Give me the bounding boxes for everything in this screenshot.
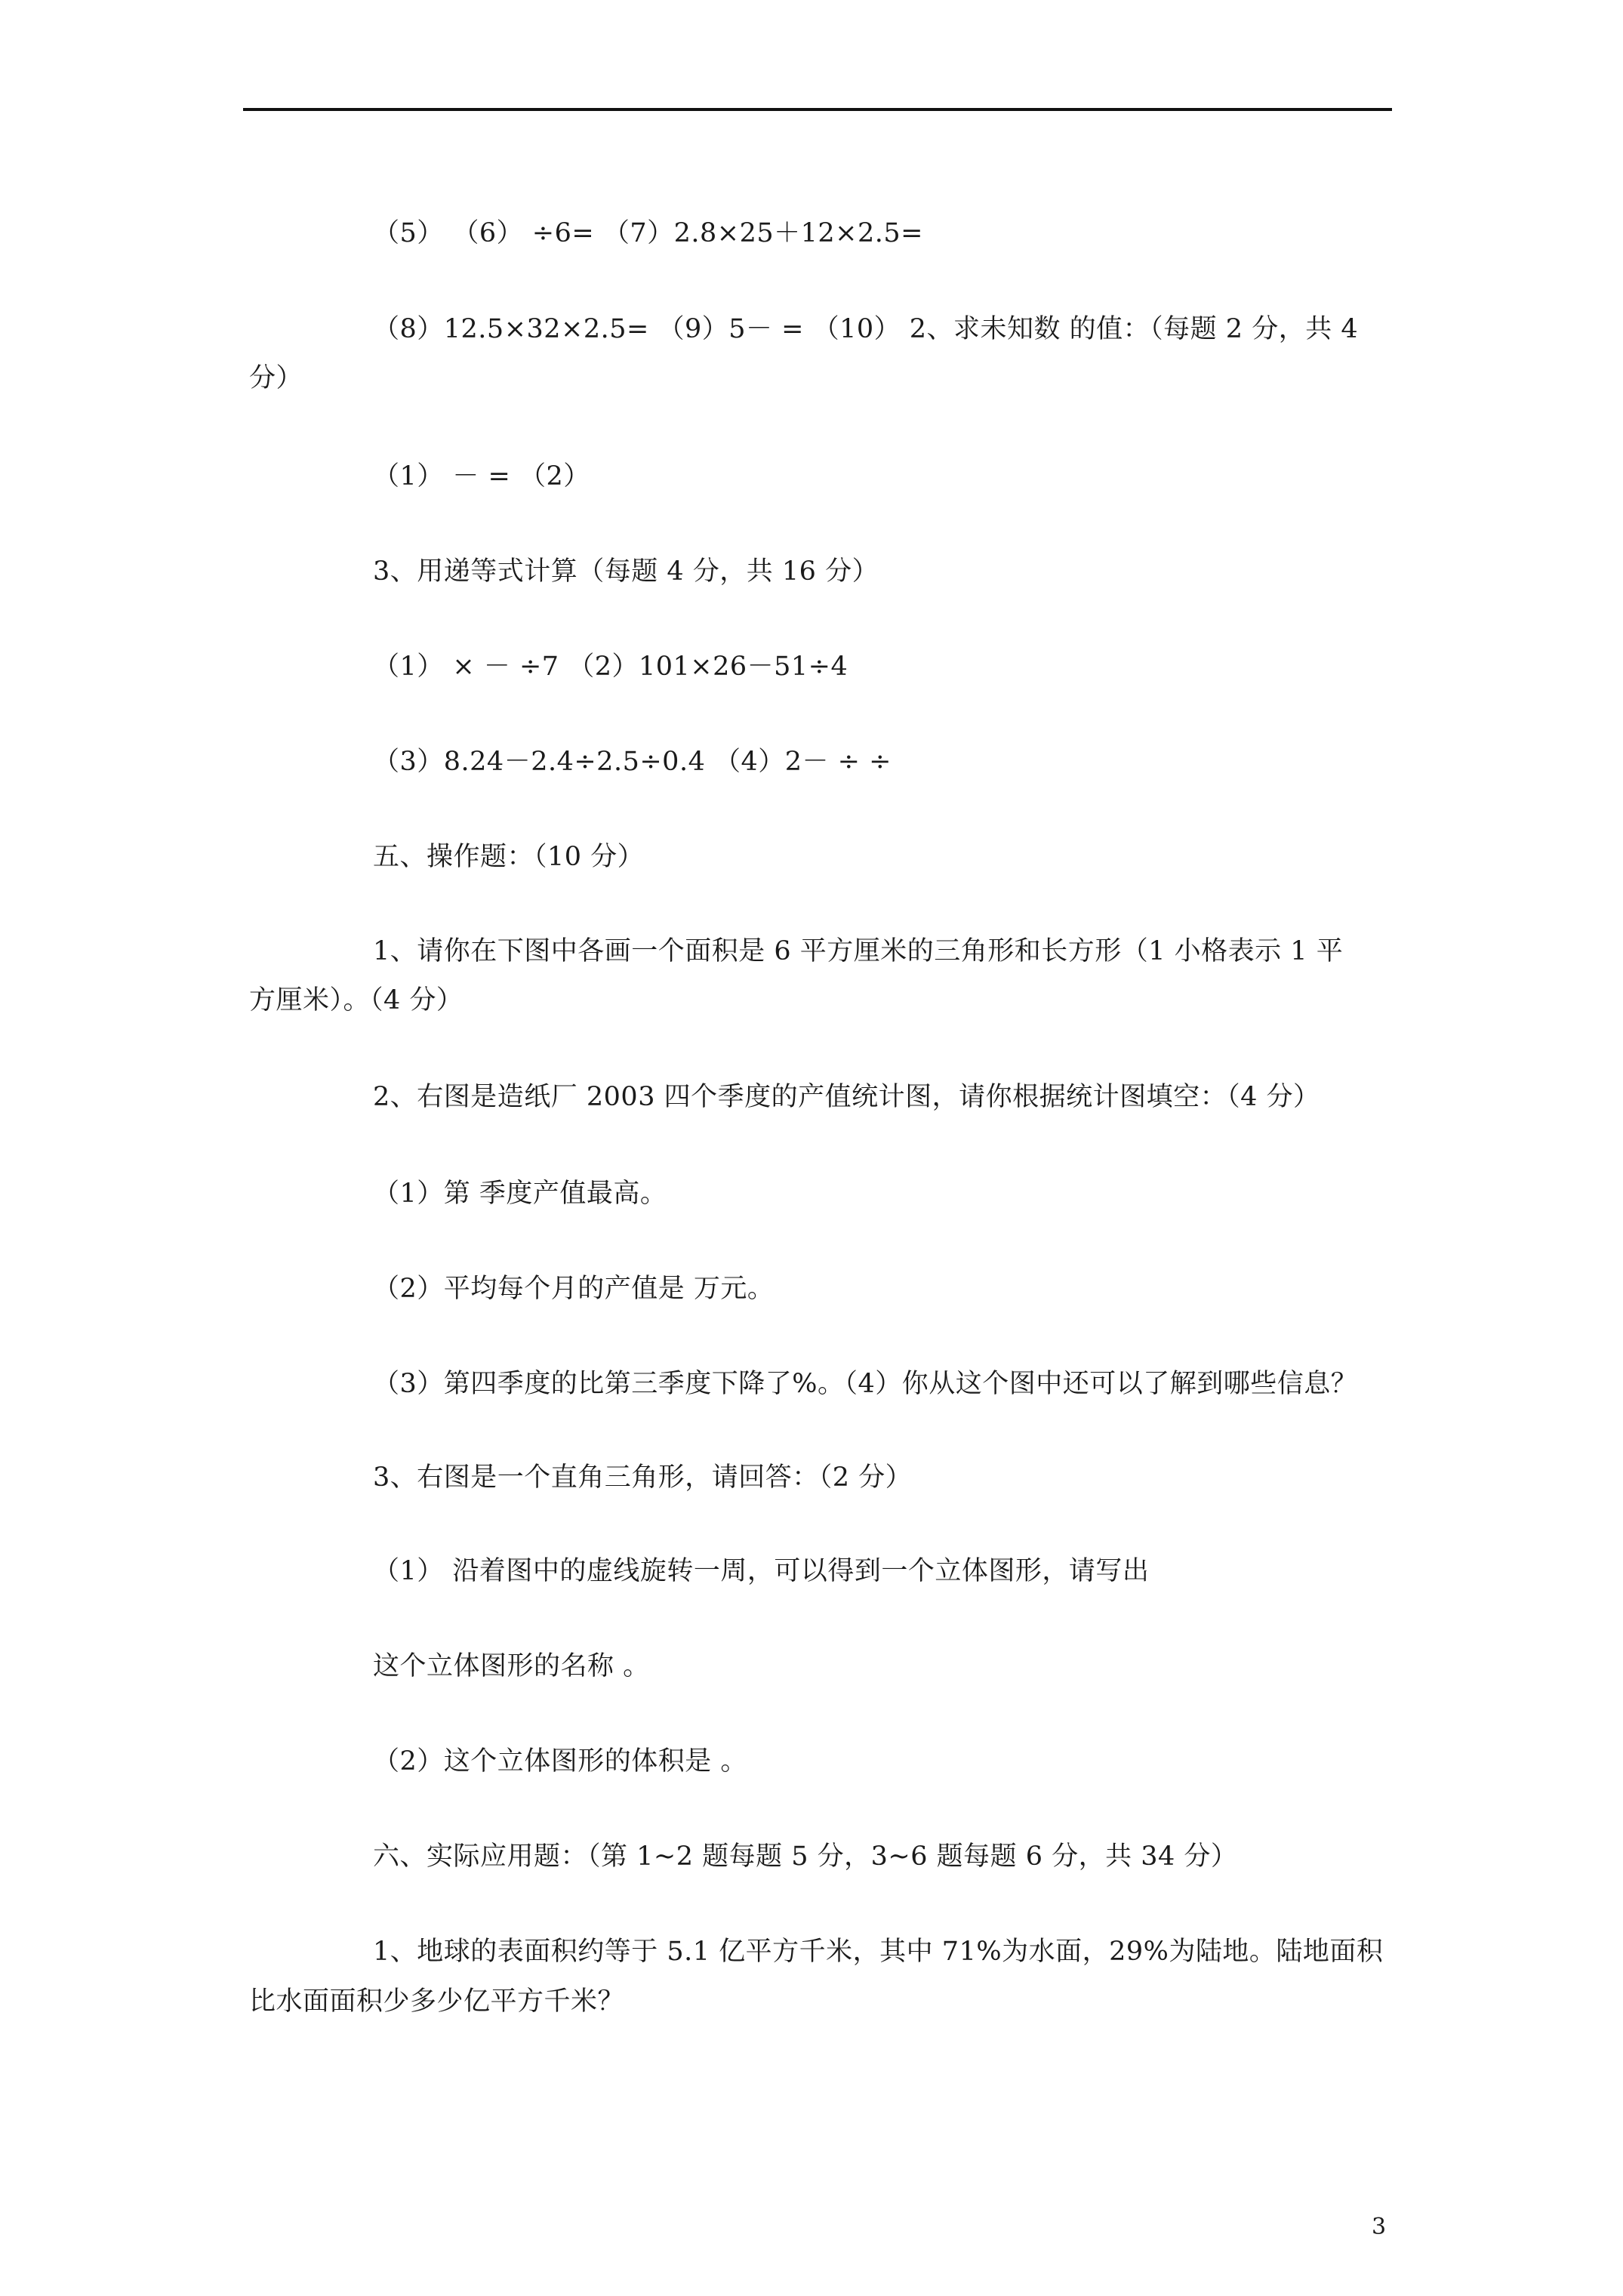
- text-line: （5） （6） ÷6= （7）2.8×25＋12×2.5=: [373, 218, 923, 248]
- section-heading: 六、实际应用题：（第 1~2 题每题 5 分，3~6 题每题 6 分，共 34 分）: [373, 1841, 1238, 1872]
- text-line: （8）12.5×32×2.5= （9）5－ = （10） 2、求未知数 的值：（每题 2 分，共 4: [373, 314, 1359, 344]
- text-line: （2）平均每个月的产值是 万元。: [373, 1274, 775, 1304]
- text-line: （1） 沿着图中的虚线旋转一周，可以得到一个立体图形，请写出: [373, 1556, 1150, 1586]
- text-line: （1） × － ÷7 （2）101×26－51÷4: [373, 652, 848, 682]
- section-heading: 五、操作题：（10 分）: [373, 842, 645, 872]
- text-line: 3、用递等式计算（每题 4 分，共 16 分）: [373, 556, 879, 587]
- text-line: （1）第 季度产值最高。: [373, 1179, 667, 1209]
- text-line: （1） － = （2）: [373, 461, 590, 492]
- page-number: 3: [1372, 2214, 1387, 2240]
- text-line: 分）: [249, 363, 303, 393]
- text-line: （3）第四季度的比第三季度下降了%。（4）你从这个图中还可以了解到哪些信息？: [373, 1369, 1358, 1399]
- text-line: （2）这个立体图形的体积是 。: [373, 1746, 747, 1777]
- text-line: （3）8.24－2.4÷2.5÷0.4 （4）2－ ÷ ÷: [373, 747, 892, 777]
- text-line: 这个立体图形的名称 。: [373, 1651, 650, 1681]
- text-line: 2、右图是造纸厂 2003 四个季度的产值统计图，请你根据统计图填空：（4 分）: [373, 1082, 1320, 1112]
- text-line: 3、右图是一个直角三角形，请回答：（2 分）: [373, 1462, 913, 1493]
- text-line: 1、请你在下图中各画一个面积是 6 平方厘米的三角形和长方形（1 小格表示 1 平: [373, 936, 1344, 966]
- text-line: 1、地球的表面积约等于 5.1 亿平方千米，其中 71%为水面，29%为陆地。陆地面积: [373, 1937, 1384, 1967]
- header-rule: [243, 108, 1392, 111]
- text-line: 方厘米）。（4 分）: [249, 985, 463, 1015]
- text-line: 比水面面积少多少亿平方千米？: [249, 1986, 625, 2017]
